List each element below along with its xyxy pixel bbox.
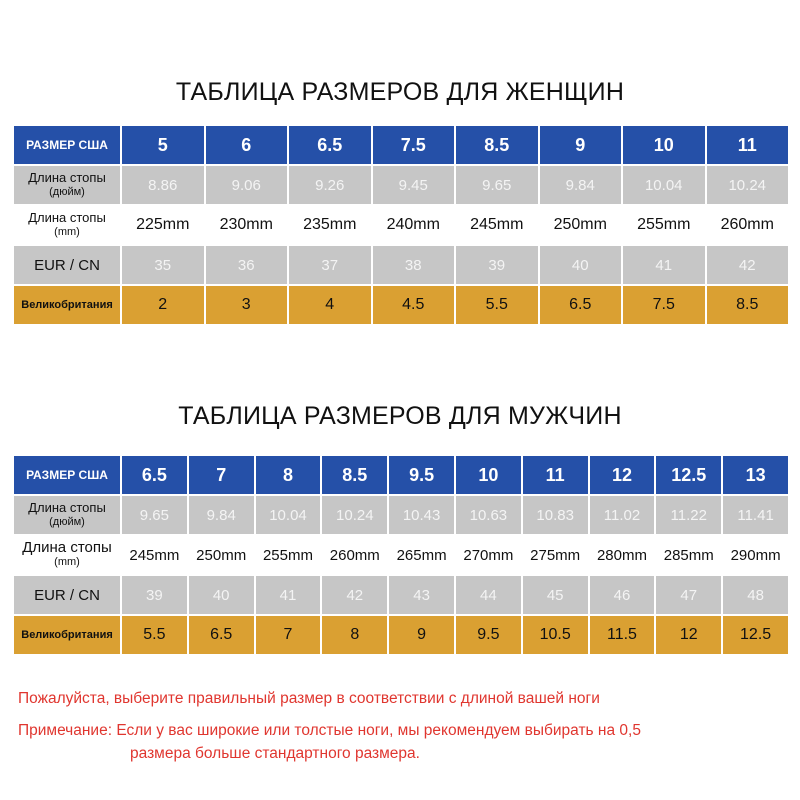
row-label xyxy=(14,456,120,494)
size-cell: 10.83 xyxy=(523,496,588,534)
size-cell: 6 xyxy=(206,126,288,164)
row-label-text: Длина стопы xyxy=(28,210,106,225)
size-cell: 9.5 xyxy=(389,456,454,494)
size-cell: 285mm xyxy=(656,536,721,574)
row-label-text: (дюйм) xyxy=(49,186,85,198)
size-cell: 10 xyxy=(456,456,521,494)
men-table-title: ТАБЛИЦА РАЗМЕРОВ ДЛЯ МУЖЧИН xyxy=(178,402,622,430)
men-size-table xyxy=(12,454,790,656)
size-cell: 5 xyxy=(122,126,204,164)
size-cell: 225mm xyxy=(122,206,204,244)
size-cell: 9.26 xyxy=(289,166,371,204)
size-cell: 8.5 xyxy=(707,286,789,324)
size-cell: 10.24 xyxy=(707,166,789,204)
row-label-text: Великобритания xyxy=(21,299,113,311)
size-cell: 9.84 xyxy=(189,496,254,534)
size-cell: 6.5 xyxy=(189,616,254,654)
size-cell: 9 xyxy=(389,616,454,654)
size-cell: 9.84 xyxy=(540,166,622,204)
wide-feet-note: Примечание: Если у вас широкие или толстые ноги, мы рекомендуем выбирать на 0,5 xyxy=(18,722,641,739)
size-cell: 11.5 xyxy=(590,616,655,654)
size-cell: 43 xyxy=(389,576,454,614)
size-cell: 46 xyxy=(590,576,655,614)
size-cell: 7 xyxy=(256,616,321,654)
size-cell: 10.63 xyxy=(456,496,521,534)
row-label-text: Длина стопы xyxy=(22,539,112,556)
row-label-text: Длина стопы xyxy=(28,170,106,185)
size-cell: 4.5 xyxy=(373,286,455,324)
foot-length-inch-row xyxy=(14,166,788,204)
size-cell: 9.65 xyxy=(456,166,538,204)
row-label-text: EUR / CN xyxy=(34,586,100,604)
size-cell: 38 xyxy=(373,246,455,284)
size-cell: 245mm xyxy=(122,536,187,574)
uk-size-row xyxy=(14,286,788,324)
size-cell: 45 xyxy=(523,576,588,614)
size-cell: 8.5 xyxy=(456,126,538,164)
size-cell: 13 xyxy=(723,456,788,494)
size-cell: 270mm xyxy=(456,536,521,574)
size-cell: 9.5 xyxy=(456,616,521,654)
row-label xyxy=(14,576,120,614)
women-size-table xyxy=(12,124,790,326)
size-cell: 9 xyxy=(540,126,622,164)
size-cell: 11.02 xyxy=(590,496,655,534)
size-cell: 280mm xyxy=(590,536,655,574)
size-cell: 5.5 xyxy=(456,286,538,324)
size-cell: 265mm xyxy=(389,536,454,574)
size-cell: 250mm xyxy=(189,536,254,574)
size-cell: 35 xyxy=(122,246,204,284)
size-cell: 3 xyxy=(206,286,288,324)
row-label xyxy=(14,166,120,204)
row-label xyxy=(14,246,120,284)
size-cell: 9.65 xyxy=(122,496,187,534)
size-cell: 8 xyxy=(322,616,387,654)
row-label-text: (дюйм) xyxy=(49,516,85,528)
size-cell: 240mm xyxy=(373,206,455,244)
size-cell: 11.22 xyxy=(656,496,721,534)
size-cell: 275mm xyxy=(523,536,588,574)
size-cell: 255mm xyxy=(256,536,321,574)
size-cell: 37 xyxy=(289,246,371,284)
size-cell: 8.5 xyxy=(322,456,387,494)
row-label-text: (mm) xyxy=(54,226,80,238)
women-table-title: ТАБЛИЦА РАЗМЕРОВ ДЛЯ ЖЕНЩИН xyxy=(175,78,625,106)
size-cell: 42 xyxy=(707,246,789,284)
size-cell: 40 xyxy=(189,576,254,614)
size-cell: 10.43 xyxy=(389,496,454,534)
size-cell: 250mm xyxy=(540,206,622,244)
size-advice-note: Пожалуйста, выберите правильный размер в соответствии с длиной вашей ноги xyxy=(18,690,600,707)
size-cell: 260mm xyxy=(707,206,789,244)
size-cell: 230mm xyxy=(206,206,288,244)
eur-cn-size-row xyxy=(14,576,788,614)
size-cell: 245mm xyxy=(456,206,538,244)
size-cell: 9.06 xyxy=(206,166,288,204)
size-cell: 47 xyxy=(656,576,721,614)
row-label xyxy=(14,536,120,574)
row-label-text: EUR / CN xyxy=(34,256,100,274)
size-cell: 7 xyxy=(189,456,254,494)
row-label-text: Великобритания xyxy=(21,629,113,641)
size-cell: 235mm xyxy=(289,206,371,244)
size-cell: 12.5 xyxy=(656,456,721,494)
size-cell: 9.45 xyxy=(373,166,455,204)
uk-size-row xyxy=(14,616,788,654)
size-cell: 12.5 xyxy=(723,616,788,654)
size-cell: 48 xyxy=(723,576,788,614)
row-label xyxy=(14,286,120,324)
size-cell: 8 xyxy=(256,456,321,494)
size-cell: 11 xyxy=(707,126,789,164)
row-label xyxy=(14,126,120,164)
size-cell: 7.5 xyxy=(623,286,705,324)
row-label xyxy=(14,496,120,534)
size-cell: 36 xyxy=(206,246,288,284)
size-cell: 5.5 xyxy=(122,616,187,654)
size-cell: 12 xyxy=(590,456,655,494)
size-cell: 290mm xyxy=(723,536,788,574)
size-cell: 44 xyxy=(456,576,521,614)
size-cell: 8.86 xyxy=(122,166,204,204)
size-cell: 11.41 xyxy=(723,496,788,534)
size-cell: 41 xyxy=(623,246,705,284)
row-label xyxy=(14,206,120,244)
row-label-text: Длина стопы xyxy=(28,500,106,515)
foot-length-inch-row xyxy=(14,496,788,534)
row-label-text: (mm) xyxy=(54,556,80,568)
size-cell: 12 xyxy=(656,616,721,654)
size-cell: 4 xyxy=(289,286,371,324)
wide-feet-note-continued: размера больше стандартного размера. xyxy=(130,745,420,762)
size-cell: 40 xyxy=(540,246,622,284)
size-cell: 39 xyxy=(122,576,187,614)
size-cell: 6.5 xyxy=(122,456,187,494)
size-cell: 2 xyxy=(122,286,204,324)
size-cell: 10.04 xyxy=(623,166,705,204)
size-cell: 260mm xyxy=(322,536,387,574)
size-cell: 10.24 xyxy=(322,496,387,534)
size-cell: 255mm xyxy=(623,206,705,244)
foot-length-mm-row xyxy=(14,206,788,244)
row-label xyxy=(14,616,120,654)
size-cell: 7.5 xyxy=(373,126,455,164)
size-cell: 11 xyxy=(523,456,588,494)
size-cell: 10 xyxy=(623,126,705,164)
size-cell: 42 xyxy=(322,576,387,614)
size-cell: 39 xyxy=(456,246,538,284)
size-cell: 6.5 xyxy=(289,126,371,164)
foot-length-mm-row xyxy=(14,536,788,574)
row-label-text: РАЗМЕР США xyxy=(26,138,108,152)
size-cell: 6.5 xyxy=(540,286,622,324)
us-size-row xyxy=(14,456,788,494)
size-cell: 10.04 xyxy=(256,496,321,534)
size-cell: 10.5 xyxy=(523,616,588,654)
eur-cn-size-row xyxy=(14,246,788,284)
size-cell: 41 xyxy=(256,576,321,614)
us-size-row xyxy=(14,126,788,164)
row-label-text: РАЗМЕР США xyxy=(26,468,108,482)
